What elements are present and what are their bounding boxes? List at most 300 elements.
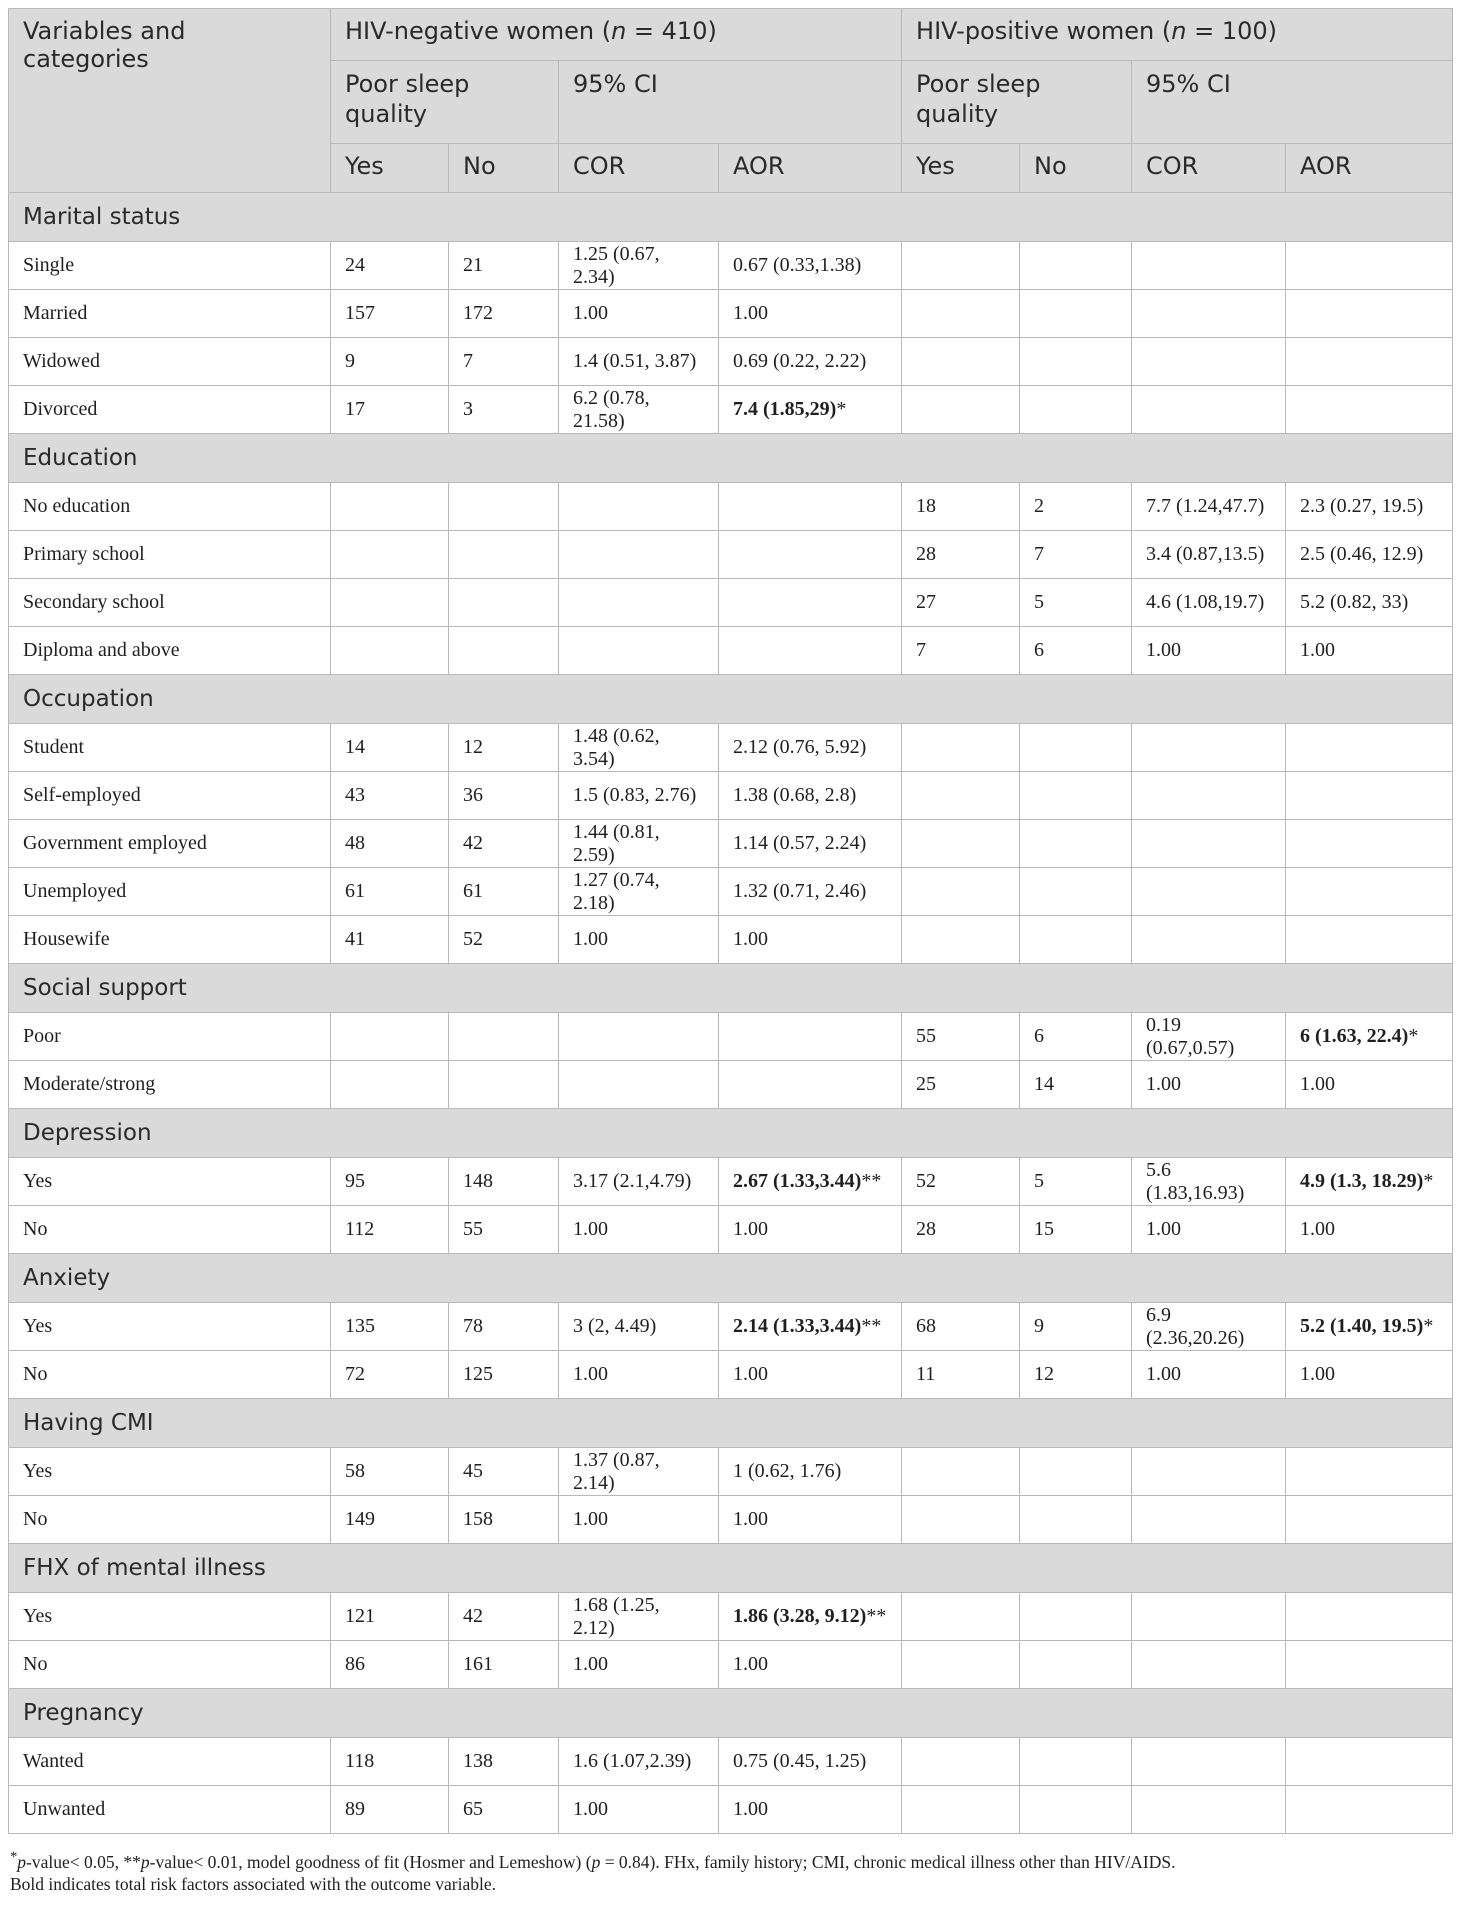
- table-cell: [559, 1786, 719, 1834]
- table-row: [9, 338, 1453, 386]
- table-cell: [1020, 916, 1132, 964]
- table-cell: [719, 1786, 902, 1834]
- cell-value: 58: [345, 1460, 365, 1482]
- cell-value: 112: [345, 1218, 375, 1240]
- table-cell: [1132, 242, 1286, 290]
- table-row: [9, 1206, 1453, 1254]
- table-cell: [331, 1061, 449, 1109]
- row-label: Divorced: [9, 386, 331, 434]
- row-label: Secondary school: [9, 579, 331, 627]
- section-row: [9, 434, 1453, 483]
- section-title: FHX of mental illness: [9, 1544, 1453, 1593]
- row-label: Student: [9, 724, 331, 772]
- cell-value: 148: [463, 1170, 493, 1192]
- table-cell: [559, 772, 719, 820]
- cell-value: 1.4 (0.51, 3.87): [573, 350, 697, 372]
- table-cell: [1286, 579, 1453, 627]
- cell-value: 1.00: [733, 302, 768, 324]
- table-cell: [1020, 1158, 1132, 1206]
- cell-value: 15: [1034, 1218, 1055, 1240]
- table-row: [9, 1013, 1453, 1061]
- table-cell: [449, 1061, 559, 1109]
- table-cell: [902, 1303, 1020, 1351]
- cell-value: 4.6 (1.08,19.7): [1146, 591, 1265, 613]
- section-row: [9, 964, 1453, 1013]
- header-neg-poor-sleep-quality: Poor sleep quality: [331, 61, 559, 144]
- table-cell: [559, 916, 719, 964]
- table-cell: [559, 242, 719, 290]
- table-cell: [331, 1303, 449, 1351]
- significance-marker: **: [861, 1315, 882, 1337]
- table-cell: [902, 1448, 1020, 1496]
- table-cell: [902, 1206, 1020, 1254]
- header-neg-95ci: 95% CI: [559, 61, 902, 144]
- cell-value: 45: [463, 1460, 483, 1482]
- table-cell: [1286, 531, 1453, 579]
- cell-value: 95: [345, 1170, 365, 1192]
- table-cell: [331, 916, 449, 964]
- cell-value: 4.9 (1.3, 18.29): [1300, 1170, 1424, 1192]
- results-table-container: [8, 8, 1452, 1895]
- table-row: [9, 386, 1453, 434]
- header-hiv-positive: HIV-positive women (n = 100): [902, 9, 1453, 61]
- cell-value: 1.00: [573, 1653, 608, 1675]
- table-cell: [1132, 1448, 1286, 1496]
- table-cell: [449, 579, 559, 627]
- table-cell: [1286, 386, 1453, 434]
- table-cell: [449, 1448, 559, 1496]
- table-cell: [331, 483, 449, 531]
- table-cell: [1020, 724, 1132, 772]
- cell-value: 1.44 (0.81, 2.59): [573, 820, 660, 866]
- section-title: Pregnancy: [9, 1689, 1453, 1738]
- cell-value: 1.48 (0.62, 3.54): [573, 724, 660, 770]
- table-row: [9, 1303, 1453, 1351]
- cell-value: 36: [463, 784, 483, 806]
- table-cell: [331, 1496, 449, 1544]
- table-cell: [719, 868, 902, 916]
- table-cell: [1286, 1061, 1453, 1109]
- cell-value: 2: [1034, 495, 1045, 517]
- table-cell: [331, 579, 449, 627]
- table-cell: [1020, 1786, 1132, 1834]
- cell-value: 149: [345, 1508, 375, 1530]
- table-cell: [449, 1738, 559, 1786]
- table-cell: [719, 579, 902, 627]
- cell-value: 7: [463, 350, 473, 372]
- cell-value: 1.00: [573, 1363, 608, 1385]
- row-label: No: [9, 1351, 331, 1399]
- table-cell: [449, 1786, 559, 1834]
- table-cell: [331, 772, 449, 820]
- cell-value: 14: [1034, 1073, 1055, 1095]
- cell-value: 89: [345, 1798, 365, 1820]
- cell-value: 27: [916, 591, 937, 613]
- table-cell: [1286, 1351, 1453, 1399]
- header-hiv-negative: HIV-negative women (n = 410): [331, 9, 902, 61]
- table-cell: [902, 1786, 1020, 1834]
- table-cell: [331, 531, 449, 579]
- cell-value: 41: [345, 928, 365, 950]
- table-row: [9, 483, 1453, 531]
- table-cell: [1132, 483, 1286, 531]
- table-cell: [902, 242, 1020, 290]
- table-header: [9, 9, 1453, 193]
- table-cell: [1132, 1206, 1286, 1254]
- cell-value: 9: [1034, 1315, 1045, 1337]
- table-cell: [719, 1448, 902, 1496]
- table-cell: [331, 1448, 449, 1496]
- table-cell: [1286, 1303, 1453, 1351]
- table-cell: [902, 290, 1020, 338]
- section-row: [9, 1544, 1453, 1593]
- cell-value: 78: [463, 1315, 483, 1337]
- table-cell: [449, 338, 559, 386]
- cell-value: 125: [463, 1363, 493, 1385]
- table-cell: [1286, 1206, 1453, 1254]
- cell-value: 5: [1034, 1170, 1045, 1192]
- cell-value: 3 (2, 4.49): [573, 1315, 657, 1337]
- cell-value: 1.25 (0.67, 2.34): [573, 242, 660, 288]
- table-cell: [902, 1593, 1020, 1641]
- table-cell: [719, 1496, 902, 1544]
- table-cell: [331, 1641, 449, 1689]
- cell-value: 1.00: [1300, 1218, 1336, 1240]
- cell-value: 17: [345, 398, 365, 420]
- significance-marker: *: [1423, 1170, 1434, 1192]
- cell-value: 1.27 (0.74, 2.18): [573, 868, 660, 914]
- cell-value: 1.00: [733, 1363, 768, 1385]
- row-label: Housewife: [9, 916, 331, 964]
- cell-value: 1.14 (0.57, 2.24): [733, 832, 867, 854]
- row-label: Self-employed: [9, 772, 331, 820]
- cell-value: 14: [345, 736, 365, 758]
- section-title: Occupation: [9, 675, 1453, 724]
- cell-value: 1.00: [733, 1508, 768, 1530]
- table-cell: [559, 1593, 719, 1641]
- table-cell: [1132, 1786, 1286, 1834]
- table-cell: [1132, 1061, 1286, 1109]
- table-cell: [719, 1061, 902, 1109]
- header-neg-cor: COR: [559, 144, 719, 193]
- table-row: [9, 1351, 1453, 1399]
- row-label: Yes: [9, 1593, 331, 1641]
- cell-value: 1.00: [1146, 639, 1182, 661]
- table-cell: [449, 1303, 559, 1351]
- cell-value: 0.69 (0.22, 2.22): [733, 350, 867, 372]
- table-cell: [559, 724, 719, 772]
- cell-value: 5: [1034, 591, 1045, 613]
- section-row: [9, 1109, 1453, 1158]
- table-cell: [902, 1738, 1020, 1786]
- table-cell: [1286, 242, 1453, 290]
- table-cell: [902, 579, 1020, 627]
- table-row: [9, 772, 1453, 820]
- section-row: [9, 1254, 1453, 1303]
- cell-value: 5.6 (1.83,16.93): [1146, 1158, 1245, 1204]
- cell-value: 135: [345, 1315, 375, 1337]
- row-label: Yes: [9, 1448, 331, 1496]
- table-cell: [719, 820, 902, 868]
- table-cell: [559, 338, 719, 386]
- table-row: [9, 1786, 1453, 1834]
- table-cell: [331, 386, 449, 434]
- cell-value: 55: [463, 1218, 483, 1240]
- table-cell: [719, 1013, 902, 1061]
- table-cell: [1020, 338, 1132, 386]
- table-cell: [902, 772, 1020, 820]
- table-row: [9, 724, 1453, 772]
- table-cell: [449, 242, 559, 290]
- table-cell: [1132, 1351, 1286, 1399]
- table-row: [9, 916, 1453, 964]
- table-body: [9, 193, 1453, 1834]
- table-row: [9, 868, 1453, 916]
- cell-value: 86: [345, 1653, 365, 1675]
- table-row: [9, 531, 1453, 579]
- cell-value: 118: [345, 1750, 375, 1772]
- cell-value: 1.86 (3.28, 9.12): [733, 1605, 867, 1627]
- table-cell: [902, 1496, 1020, 1544]
- section-title: Marital status: [9, 193, 1453, 242]
- cell-value: 6: [1034, 1025, 1045, 1047]
- cell-value: 1.00: [573, 1218, 608, 1240]
- table-cell: [902, 868, 1020, 916]
- table-cell: [1020, 1641, 1132, 1689]
- cell-value: 1.00: [573, 302, 608, 324]
- row-label: Married: [9, 290, 331, 338]
- cell-value: 172: [463, 302, 493, 324]
- table-cell: [449, 386, 559, 434]
- table-cell: [719, 242, 902, 290]
- table-cell: [902, 1641, 1020, 1689]
- significance-marker: *: [1408, 1025, 1419, 1047]
- table-cell: [331, 1593, 449, 1641]
- table-cell: [719, 290, 902, 338]
- table-cell: [719, 531, 902, 579]
- table-cell: [559, 1206, 719, 1254]
- table-cell: [449, 868, 559, 916]
- section-title: Having CMI: [9, 1399, 1453, 1448]
- table-cell: [719, 1738, 902, 1786]
- table-cell: [449, 627, 559, 675]
- table-cell: [559, 820, 719, 868]
- section-title: Education: [9, 434, 1453, 483]
- row-label: No education: [9, 483, 331, 531]
- header-pos-aor: AOR: [1286, 144, 1453, 193]
- table-cell: [1286, 820, 1453, 868]
- table-cell: [902, 386, 1020, 434]
- header-variables: Variables and categories: [9, 9, 331, 193]
- section-title: Anxiety: [9, 1254, 1453, 1303]
- table-cell: [1020, 1448, 1132, 1496]
- row-label: No: [9, 1206, 331, 1254]
- table-cell: [449, 1158, 559, 1206]
- header-pos-95ci: 95% CI: [1132, 61, 1453, 144]
- footnote-line-1: *p-value< 0.05, **p-value< 0.01, model goodness of fit (Hosmer and Lemeshow) (p = 0.84). FHx, family history; CMI, chronic medical illness other than HIV/AIDS.: [10, 1849, 1176, 1872]
- table-cell: [1286, 1593, 1453, 1641]
- cell-value: 0.75 (0.45, 1.25): [733, 1750, 867, 1772]
- table-cell: [1132, 772, 1286, 820]
- table-row: [9, 1496, 1453, 1544]
- table-cell: [1286, 724, 1453, 772]
- table-cell: [1020, 1206, 1132, 1254]
- table-cell: [559, 483, 719, 531]
- row-label: Wanted: [9, 1738, 331, 1786]
- table-cell: [331, 242, 449, 290]
- significance-marker: **: [866, 1605, 887, 1627]
- cell-value: 1.32 (0.71, 2.46): [733, 880, 867, 902]
- table-footnote: [8, 1846, 1452, 1895]
- table-cell: [719, 772, 902, 820]
- table-cell: [449, 1593, 559, 1641]
- cell-value: 6 (1.63, 22.4): [1300, 1025, 1409, 1047]
- section-row: [9, 675, 1453, 724]
- table-cell: [559, 1158, 719, 1206]
- header-neg-aor: AOR: [719, 144, 902, 193]
- table-cell: [1020, 1013, 1132, 1061]
- table-cell: [331, 1013, 449, 1061]
- table-cell: [902, 1158, 1020, 1206]
- table-row: [9, 1061, 1453, 1109]
- cell-value: 2.67 (1.33,3.44): [733, 1170, 862, 1192]
- table-cell: [449, 1206, 559, 1254]
- table-cell: [559, 1496, 719, 1544]
- table-cell: [902, 627, 1020, 675]
- table-cell: [1020, 1303, 1132, 1351]
- table-cell: [331, 338, 449, 386]
- table-row: [9, 1158, 1453, 1206]
- cell-value: 61: [463, 880, 483, 902]
- cell-value: 1.00: [733, 1218, 768, 1240]
- cell-value: 7.7 (1.24,47.7): [1146, 495, 1265, 517]
- table-cell: [331, 724, 449, 772]
- cell-value: 1.00: [1146, 1363, 1182, 1385]
- table-cell: [719, 338, 902, 386]
- cell-value: 1.38 (0.68, 2.8): [733, 784, 857, 806]
- table-cell: [902, 1351, 1020, 1399]
- table-cell: [331, 1738, 449, 1786]
- row-label: Diploma and above: [9, 627, 331, 675]
- row-label: Moderate/strong: [9, 1061, 331, 1109]
- table-cell: [1020, 1496, 1132, 1544]
- table-cell: [719, 1351, 902, 1399]
- table-cell: [902, 338, 1020, 386]
- cell-value: 72: [345, 1363, 365, 1385]
- cell-value: 2.12 (0.76, 5.92): [733, 736, 867, 758]
- table-cell: [1132, 1738, 1286, 1786]
- cell-value: 12: [1034, 1363, 1055, 1385]
- table-row: [9, 242, 1453, 290]
- cell-value: 1.00: [1300, 1363, 1336, 1385]
- cell-value: 24: [345, 254, 365, 276]
- table-cell: [449, 483, 559, 531]
- cell-value: 2.3 (0.27, 19.5): [1300, 495, 1424, 517]
- cell-value: 1.00: [573, 1798, 608, 1820]
- table-cell: [331, 627, 449, 675]
- cell-value: 138: [463, 1750, 493, 1772]
- cell-value: 18: [916, 495, 937, 517]
- table-cell: [1020, 868, 1132, 916]
- table-cell: [719, 916, 902, 964]
- table-cell: [1286, 1013, 1453, 1061]
- cell-value: 55: [916, 1025, 937, 1047]
- cell-value: 1.00: [1300, 1073, 1336, 1095]
- table-cell: [449, 772, 559, 820]
- row-label: Primary school: [9, 531, 331, 579]
- cell-value: 2.14 (1.33,3.44): [733, 1315, 862, 1337]
- table-cell: [1132, 579, 1286, 627]
- table-cell: [902, 1013, 1020, 1061]
- table-cell: [1132, 1013, 1286, 1061]
- table-cell: [902, 531, 1020, 579]
- table-cell: [1286, 1158, 1453, 1206]
- table-row: [9, 1593, 1453, 1641]
- cell-value: 7.4 (1.85,29): [733, 398, 837, 420]
- cell-value: 3.4 (0.87,13.5): [1146, 543, 1265, 565]
- row-label: Single: [9, 242, 331, 290]
- cell-value: 7: [916, 639, 927, 661]
- table-cell: [719, 1206, 902, 1254]
- significance-marker: *: [1423, 1315, 1434, 1337]
- table-cell: [1132, 531, 1286, 579]
- table-row: [9, 1448, 1453, 1496]
- section-row: [9, 1399, 1453, 1448]
- table-cell: [449, 916, 559, 964]
- cell-value: 1.00: [733, 928, 768, 950]
- table-cell: [902, 483, 1020, 531]
- table-cell: [719, 386, 902, 434]
- section-row: [9, 193, 1453, 242]
- cell-value: 3: [463, 398, 473, 420]
- cell-value: 2.5 (0.46, 12.9): [1300, 543, 1424, 565]
- table-cell: [1286, 772, 1453, 820]
- table-cell: [1020, 772, 1132, 820]
- cell-value: 1.00: [733, 1798, 768, 1820]
- cell-value: 1 (0.62, 1.76): [733, 1460, 842, 1482]
- table-row: [9, 1738, 1453, 1786]
- table-cell: [1132, 1303, 1286, 1351]
- table-cell: [1286, 1496, 1453, 1544]
- table-cell: [449, 1013, 559, 1061]
- header-pos-poor-sleep-quality: Poor sleep quality: [902, 61, 1132, 144]
- results-table: [8, 8, 1453, 1834]
- table-cell: [559, 579, 719, 627]
- table-cell: [1286, 1448, 1453, 1496]
- table-cell: [719, 1641, 902, 1689]
- table-cell: [449, 724, 559, 772]
- table-cell: [1020, 1061, 1132, 1109]
- cell-value: 1.68 (1.25, 2.12): [573, 1593, 660, 1639]
- cell-value: 61: [345, 880, 365, 902]
- table-cell: [902, 1061, 1020, 1109]
- cell-value: 9: [345, 350, 355, 372]
- table-cell: [1286, 1786, 1453, 1834]
- table-row: [9, 579, 1453, 627]
- cell-value: 43: [345, 784, 365, 806]
- table-cell: [1286, 868, 1453, 916]
- cell-value: 12: [463, 736, 483, 758]
- table-cell: [559, 1303, 719, 1351]
- cell-value: 121: [345, 1605, 375, 1627]
- table-cell: [559, 1351, 719, 1399]
- cell-value: 6.9 (2.36,20.26): [1146, 1303, 1245, 1349]
- cell-value: 1.00: [1146, 1218, 1182, 1240]
- cell-value: 28: [916, 1218, 937, 1240]
- table-cell: [559, 1448, 719, 1496]
- table-cell: [1286, 916, 1453, 964]
- cell-value: 52: [916, 1170, 937, 1192]
